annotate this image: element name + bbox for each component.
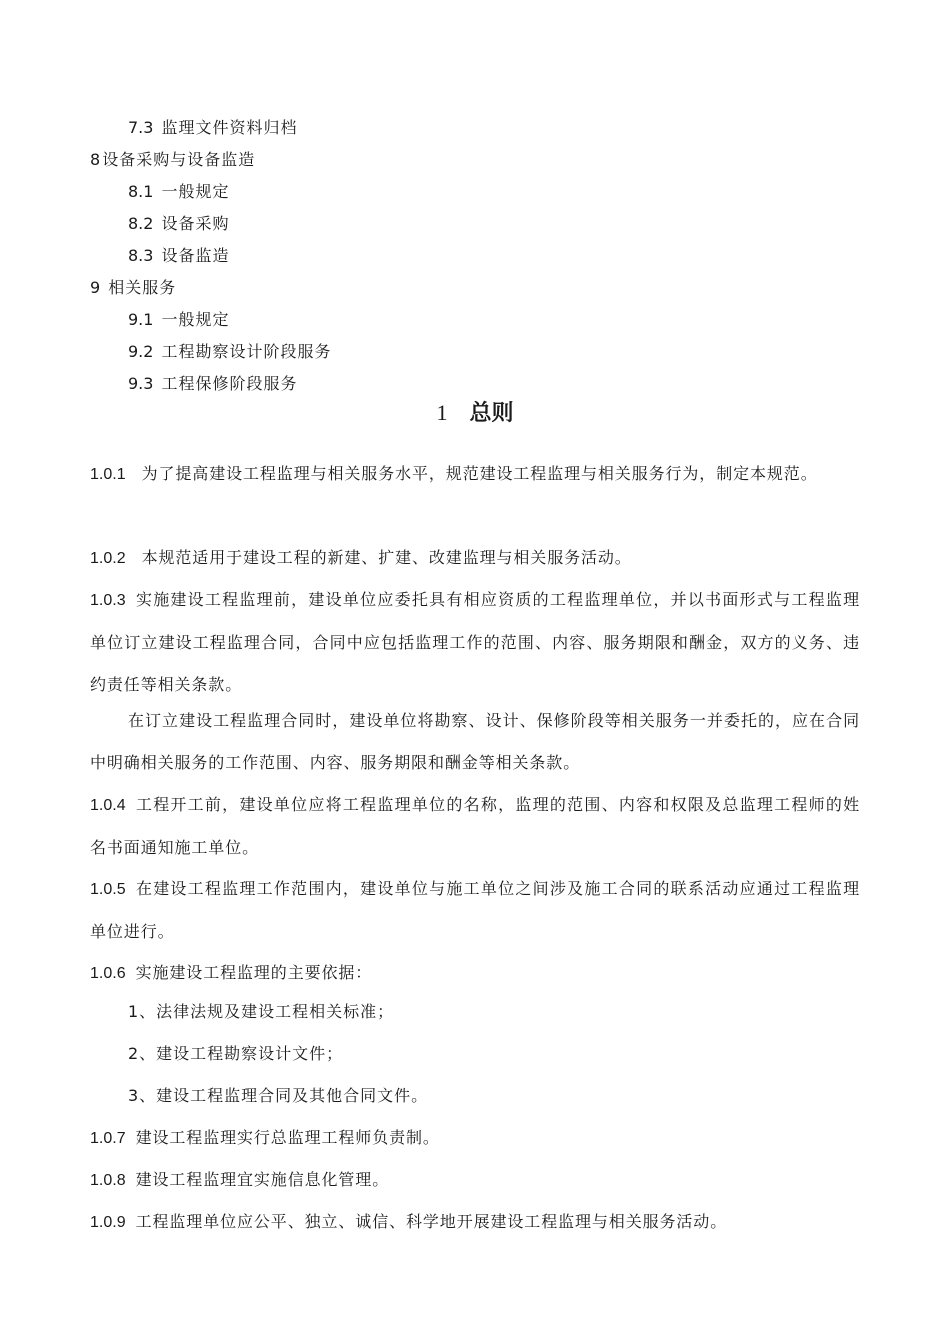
chapter-title: 总则 — [469, 401, 514, 426]
clause — [90, 1201, 860, 1244]
clause-number: 1.0.7 — [90, 1130, 126, 1147]
clause-text: 建设工程监理实行总监理工程师负责制。 — [135, 1128, 440, 1147]
clause-text: 本规范适用于建设工程的新建、扩建、改建监理与相关服务活动。 — [141, 548, 632, 567]
clause-text: 建设工程监理宜实施信息化管理。 — [135, 1170, 390, 1189]
toc-item-number: 8.3 — [128, 246, 154, 265]
list-item: 1、法律法规及建设工程相关标准； — [128, 1002, 395, 1021]
clause — [90, 868, 860, 953]
clause-text: 在订立建设工程监理合同时，建设单位将勘察、设计、保修阶段等相关服务一并委托的，应在合同中明确相关服务的工作范围、内容、服务期限和酬金等相关条款。 — [90, 711, 860, 772]
toc-item-label: 相关服务 — [108, 278, 177, 297]
toc-item — [90, 149, 255, 171]
toc-item-number: 8 — [90, 150, 101, 169]
clause-number: 1.0.6 — [90, 965, 126, 982]
list-item: 3、建设工程监理合同及其他合同文件。 — [128, 1086, 429, 1105]
toc-item-label: 监理文件资料归档 — [161, 118, 298, 137]
toc-item-label: 工程保修阶段服务 — [161, 374, 298, 393]
toc-item — [128, 213, 229, 235]
clause-text: 实施建设工程监理的主要依据： — [135, 963, 373, 982]
clause — [90, 537, 860, 580]
clause-text: 工程监理单位应公平、独立、诚信、科学地开展建设工程监理与相关服务活动。 — [135, 1212, 728, 1231]
clause-continuation — [90, 700, 860, 784]
clause-number: 1.0.9 — [90, 1214, 126, 1231]
toc-item-number: 7.3 — [128, 118, 154, 137]
toc-item-number: 9.3 — [128, 374, 154, 393]
clause-number: 1.0.2 — [90, 550, 126, 567]
list-item: 2、建设工程勘察设计文件； — [128, 1044, 344, 1063]
toc-item-label: 设备采购与设备监造 — [102, 150, 256, 169]
toc-item-number: 9.2 — [128, 342, 154, 361]
clause-text: 在建设工程监理工作范围内，建设单位与施工单位之间涉及施工合同的联系活动应通过工程监理单位进行。 — [90, 879, 860, 941]
clause-text: 为了提高建设工程监理与相关服务水平，规范建设工程监理与相关服务行为，制定本规范。 — [141, 464, 818, 483]
chapter-number: 1 — [436, 400, 448, 425]
clause-number: 1.0.3 — [90, 592, 126, 609]
toc-item — [128, 181, 229, 203]
clause — [90, 784, 860, 869]
clause-number: 1.0.4 — [90, 797, 126, 814]
toc-item — [128, 341, 331, 363]
toc-item — [128, 373, 297, 395]
toc-item — [90, 277, 176, 299]
toc-item-number: 9 — [90, 278, 101, 297]
clause — [90, 952, 860, 995]
clause-text: 工程开工前，建设单位应将工程监理单位的名称，监理的范围、内容和权限及总监理工程师的姓名书面通知施工单位。 — [90, 795, 860, 857]
clause-text: 实施建设工程监理前，建设单位应委托具有相应资质的工程监理单位，并以书面形式与工程监理单位订立建设工程监理合同，合同中应包括监理工作的范围、内容、服务期限和酬金，双方的义务、违约责任等相关条款。 — [90, 590, 860, 694]
toc-item — [128, 117, 297, 139]
toc-item — [128, 309, 229, 331]
toc-item — [128, 245, 229, 267]
toc-item-label: 设备采购 — [161, 214, 230, 233]
toc-item-number: 8.2 — [128, 214, 154, 233]
clause — [90, 1159, 860, 1202]
clause — [90, 453, 860, 496]
clause-number: 1.0.8 — [90, 1172, 126, 1189]
clause — [90, 1117, 860, 1160]
toc-item-label: 设备监造 — [161, 246, 230, 265]
toc-item-label: 工程勘察设计阶段服务 — [161, 342, 332, 361]
toc-item-label: 一般规定 — [161, 310, 230, 329]
clause-number: 1.0.5 — [90, 881, 126, 898]
toc-item-number: 9.1 — [128, 310, 154, 329]
clause — [90, 579, 860, 706]
toc-item-label: 一般规定 — [161, 182, 230, 201]
chapter-heading — [0, 398, 950, 429]
toc-item-number: 8.1 — [128, 182, 154, 201]
clause-number: 1.0.1 — [90, 466, 126, 483]
